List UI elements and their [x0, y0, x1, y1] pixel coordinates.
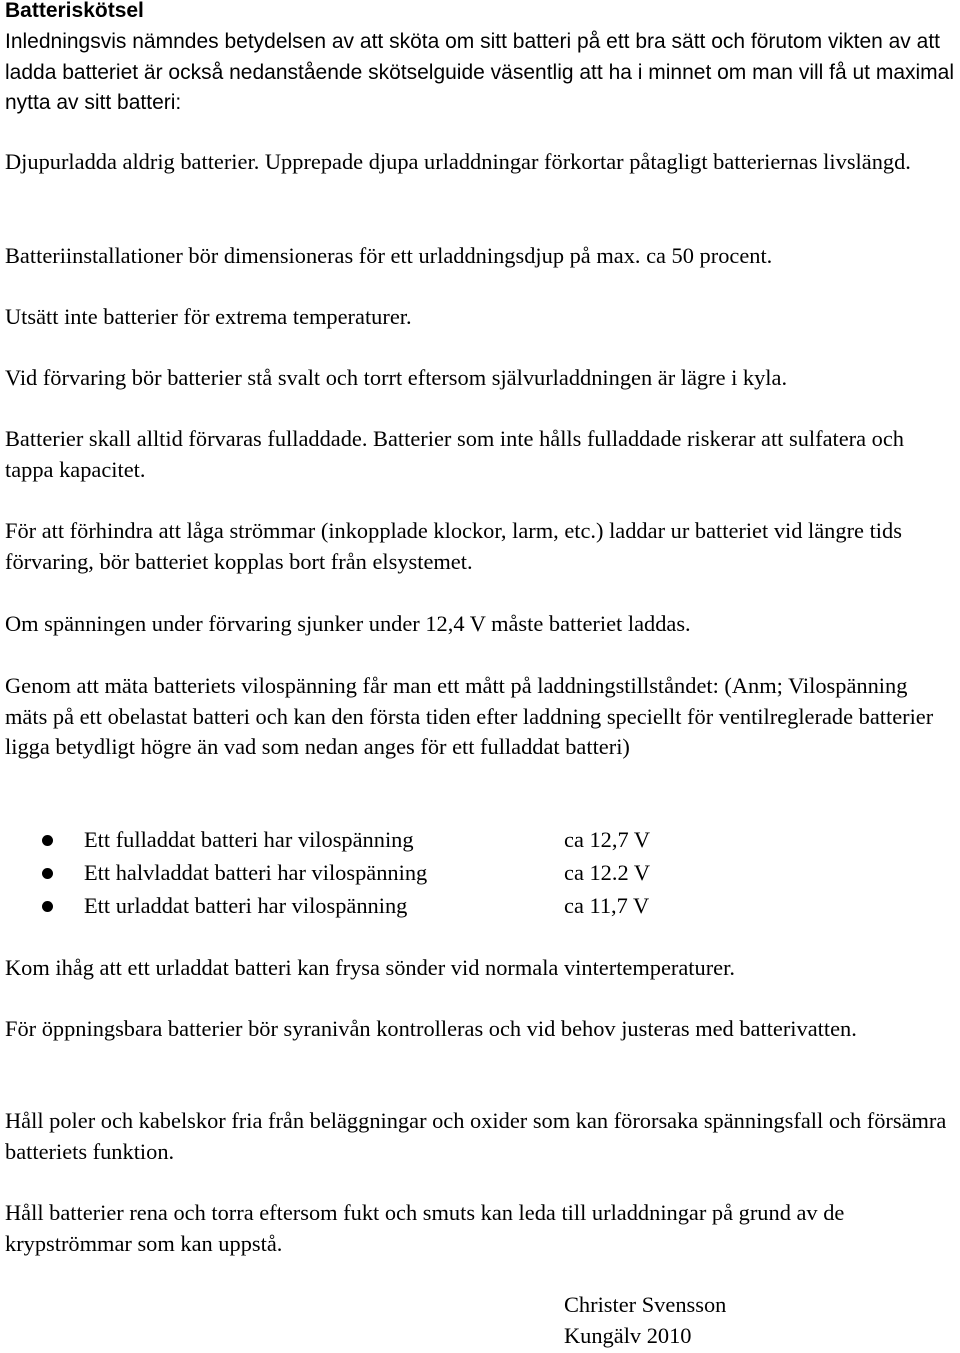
paragraph-cleanliness: Håll batterier rena och torra eftersom fukt och smuts kan leda till urladdningar på grund av de krypströmmar som kan uppstå. [5, 1200, 845, 1256]
voltage-value: ca 11,7 V [564, 893, 650, 918]
paragraph-acid-level: För öppningsbara batterier bör syranivån kontrolleras och vid behov justeras med batterivatten. [5, 1016, 857, 1041]
signature-name: Christer Svensson [564, 1292, 727, 1317]
paragraph-discharge-depth: Batteriinstallationer bör dimensioneras för ett urladdningsdjup på max. ca 50 procent. [5, 243, 773, 268]
paragraph-deep-discharge: Djupurladda aldrig batterier. Upprepade djupa urladdningar förkortar påtagligt batteriernas livslängd. [5, 149, 911, 174]
paragraph-voltage-threshold: Om spänningen under förvaring sjunker under 12,4 V måste batteriet laddas. [5, 611, 691, 636]
intro-paragraph: Inledningsvis nämndes betydelsen av att sköta om sitt batteri på ett bra sätt och förutom vikten av att ladda batteriet är också nedanstående skötselguide väsentlig att ha i minnet om man vill få ut maximal nytta av sitt batteri: [5, 30, 955, 114]
list-item [0, 825, 960, 858]
list-item [0, 891, 960, 924]
list-item [0, 858, 960, 891]
document-title: Batteriskötsel [5, 0, 144, 22]
voltage-label: Ett halvladdat batteri har vilospänning [84, 860, 428, 885]
paragraph-freezing: Kom ihåg att ett urladdat batteri kan frysa sönder vid normala vintertemperaturer. [5, 955, 735, 980]
bullet-dot-icon [42, 835, 53, 846]
voltage-label: Ett fulladdat batteri har vilospänning [84, 827, 414, 852]
bullet-dot-icon [42, 901, 53, 912]
signature-place-year: Kungälv 2010 [564, 1322, 692, 1348]
voltage-value: ca 12.2 V [564, 860, 651, 885]
paragraph-temperature: Utsätt inte batterier för extrema temperaturer. [5, 304, 412, 329]
voltage-label: Ett urladdat batteri har vilospänning [84, 893, 408, 918]
paragraph-terminals: Håll poler och kabelskor fria från beläggningar och oxider som kan förorsaka spänningsfall och försämra batteriets funktion. [5, 1108, 947, 1164]
paragraph-disconnect: För att förhindra att låga strömmar (inkopplade klockor, larm, etc.) laddar ur batteriet vid längre tids förvaring, bör batteriet kopplas bort från elsystemet. [5, 518, 902, 574]
signature-block [564, 1290, 726, 1351]
paragraph-rest-voltage: Genom att mäta batteriets vilospänning får man ett mått på laddningstillståndet: (Anm; Vilospänning mäts på ett obelastat batteri och kan den första tiden efter laddning speciellt för ventilreglerade batterier ligga betydligt högre än vad som nedan anges för ett fulladdat batteri) [5, 673, 934, 759]
voltage-list [0, 825, 960, 924]
paragraph-fully-charged: Batterier skall alltid förvaras fulladdade. Batterier som inte hålls fulladdade riskerar att sulfatera och tappa kapacitet. [5, 426, 905, 482]
bullet-dot-icon [42, 868, 53, 879]
paragraph-storage: Vid förvaring bör batterier stå svalt och torrt eftersom självurladdningen är lägre i kyla. [5, 365, 788, 390]
voltage-value: ca 12,7 V [564, 827, 651, 852]
